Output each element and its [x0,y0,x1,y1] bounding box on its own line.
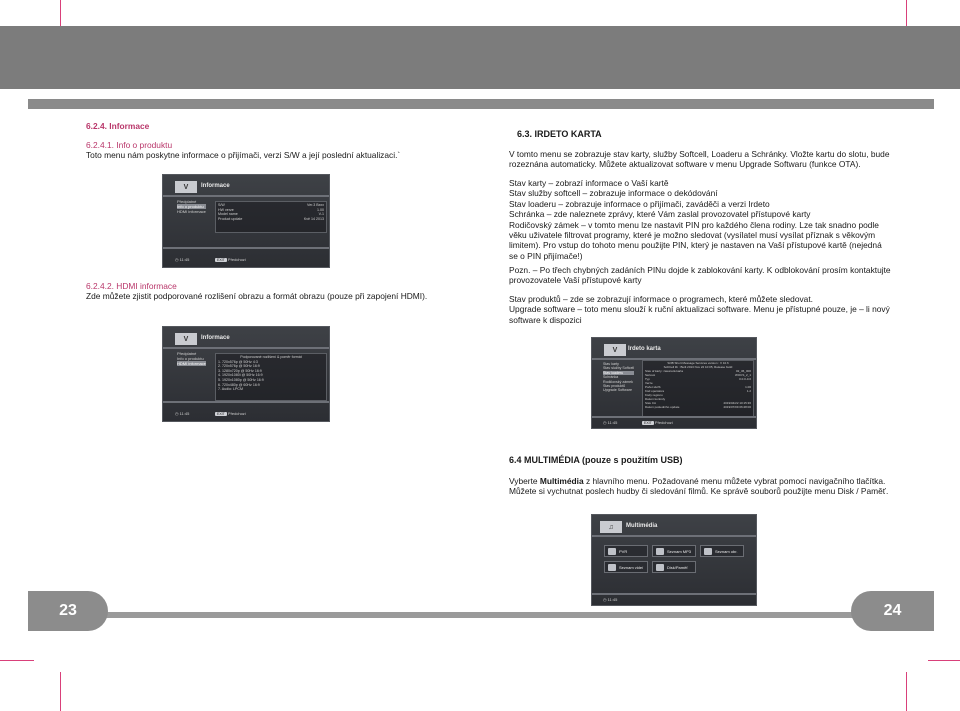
subsection-heading: 6.2.4.2. HDMI informace [86,281,177,291]
vu-logo: V [604,344,626,356]
hdmi-panel: Podporované rozlišení & poměr formát 1. 720x576p @ 50Hz 4:3 2. 720x576p @ 50Hz 16:9 3. 1280x720p @ 50Hz 16:9 4. 1920x1080i @ 50Hz 16:9 5. 1920x1080p @ 50Hz 16:9 6. 720x480p @ 60Hz 16:9 7. Audio: LPCM [215,353,327,401]
paragraph: Stav produktů – zde se zobrazují informace o programech, které můžete sledovat. Upgrade software – toto menu slouží k ruční aktualizaci software. Menu je přístupné pouze, je – li nový software k dispozici [509,294,890,325]
info-panel: S/W Ver.3 Bxxx HW verze 1.00 Model name V-1 Product update Kvě 14 2013 [215,201,327,233]
screen-time: ◷ 11:45 [175,257,190,262]
crop-mark [906,672,907,711]
screen-title: Informace [201,183,230,189]
tile-mp3: Seznam MP3 [652,545,696,557]
screen-menu: Stav karty Stav služby Softcell Stav loaderu Schránka Rodičovský zámek Stav produktů Upgrade Software [603,362,635,393]
subsection-heading: 6.2.4.1. Info o produktu [86,140,173,150]
crop-mark [60,672,61,711]
crop-mark [928,660,960,661]
page-number-right: 24 [851,591,934,631]
paragraph: V tomto menu se zobrazuje stav karty, služby Softcell, Loaderu a Schránky. Vložte kartu do slotu, bude rozeznána automaticky. Můžete aktualizovat software v menu Upgrade Softwaru (funkce OTA). [509,149,890,170]
paragraph: Zde můžete zjistit podporované rozlišení obrazu a formát obrazu (pouze při zapojení HDMI). [86,291,428,301]
crop-mark [60,0,61,28]
header-band [0,26,960,89]
divider-band [28,99,934,109]
feature-list: Stav karty – zobrazí informace o Vaší kartě Stav služby softcell – zobrazuje informace o dekódování Stav loaderu – zobrazuje informace o přijímači, zaváděči a verzi Irdeto Schránka – zde naleznete zprávy, které Vám zaslal provozovatel přístupové karty Rodičovský zámek – v tomto menu lze nastavit PIN pro každého člena rodiny. Lze tak snadno podle věku uživatele filtrovat programy, které je možno sledovat (vysílatel musí vysílat příznak s věkovým limitem). Pro vstup do tohoto menu použijte PIN, který je nastaven na Vaší přístupové kartě (nejedná se o PIN přijímače!) [509,178,882,261]
tv-screenshot-multimedia [591,514,757,606]
paragraph: Vyberte Multimédia z hlavního menu. Požadované menu můžete vybrat pomocí navigačního tlačítka. Můžete si vychutnat poslech hudby či sledování filmů. Ke správě souborů použijte menu Disk / Paměť. [509,476,889,497]
tile-pvr: PVR [604,545,648,557]
tv-screenshot-hdmi-info [162,326,330,422]
section-heading: 6.2.4. Informace [86,121,150,131]
screen-time: ◷ 11:45 [175,411,190,416]
vu-logo: V [175,181,197,193]
screen-time: ◷ 11:45 [603,597,618,602]
screen-button-hint: EXIT Předchozí [644,420,673,425]
footer-band [28,612,934,618]
tv-screenshot-irdeto [591,337,757,429]
screen-button-hint: EXIT Předchozí [217,411,246,416]
multimedia-icon: ♫ [600,521,622,533]
screen-title: Informace [201,335,230,341]
tv-screenshot-product-info [162,174,330,268]
screen-button-hint: EXIT Předchozí [217,257,246,262]
screen-menu: Předplatné Info o produktu HDMI informace [177,351,206,366]
tile-video: Seznam videí [604,561,648,573]
note: Pozn. – Po třech chybných zadáních PINu dojde k zablokování karty. K odblokování prosím kontaktujte provozovatele Vaší přístupové karty [509,265,891,286]
vu-logo: V [175,333,197,345]
page-number-left: 23 [28,591,108,631]
section-heading: 6.3. IRDETO KARTA [517,129,602,139]
tile-photos: Seznam obr. [700,545,744,557]
section-heading: 6.4 MULTIMÉDIA (pouze s použitím USB) [509,455,683,465]
tile-disk: Disk/Paměť [652,561,696,573]
crop-mark [906,0,907,28]
screen-menu: Předplatné Info o produktu HDMI informace [177,199,206,214]
irdeto-panel: SOB Short Message Services version : V 10.6 SoftCell lib : Built 2013 Nov 22 10:05, Release build Stav of karty: zasunutá karta 02_36_000 Sériové WOCS_2_1 Typ 0.0.0-0.0 Verze Počet služb 1.00 Kód operátora 1.2 Kódy regionu Datum kontroly Stav CA 2019/04/22 10:15:36 Datum posledního update 2019/07/09 06:28:00 [642,360,754,418]
paragraph: Toto menu nám poskytne informace o přijímači, verzi S/W a její poslední aktualizaci.` [86,150,401,160]
screen-time: ◷ 11:45 [603,420,618,425]
screen-title: Multimédia [626,523,658,529]
screen-title: Irdeto karta [628,346,661,352]
crop-mark [0,660,34,661]
